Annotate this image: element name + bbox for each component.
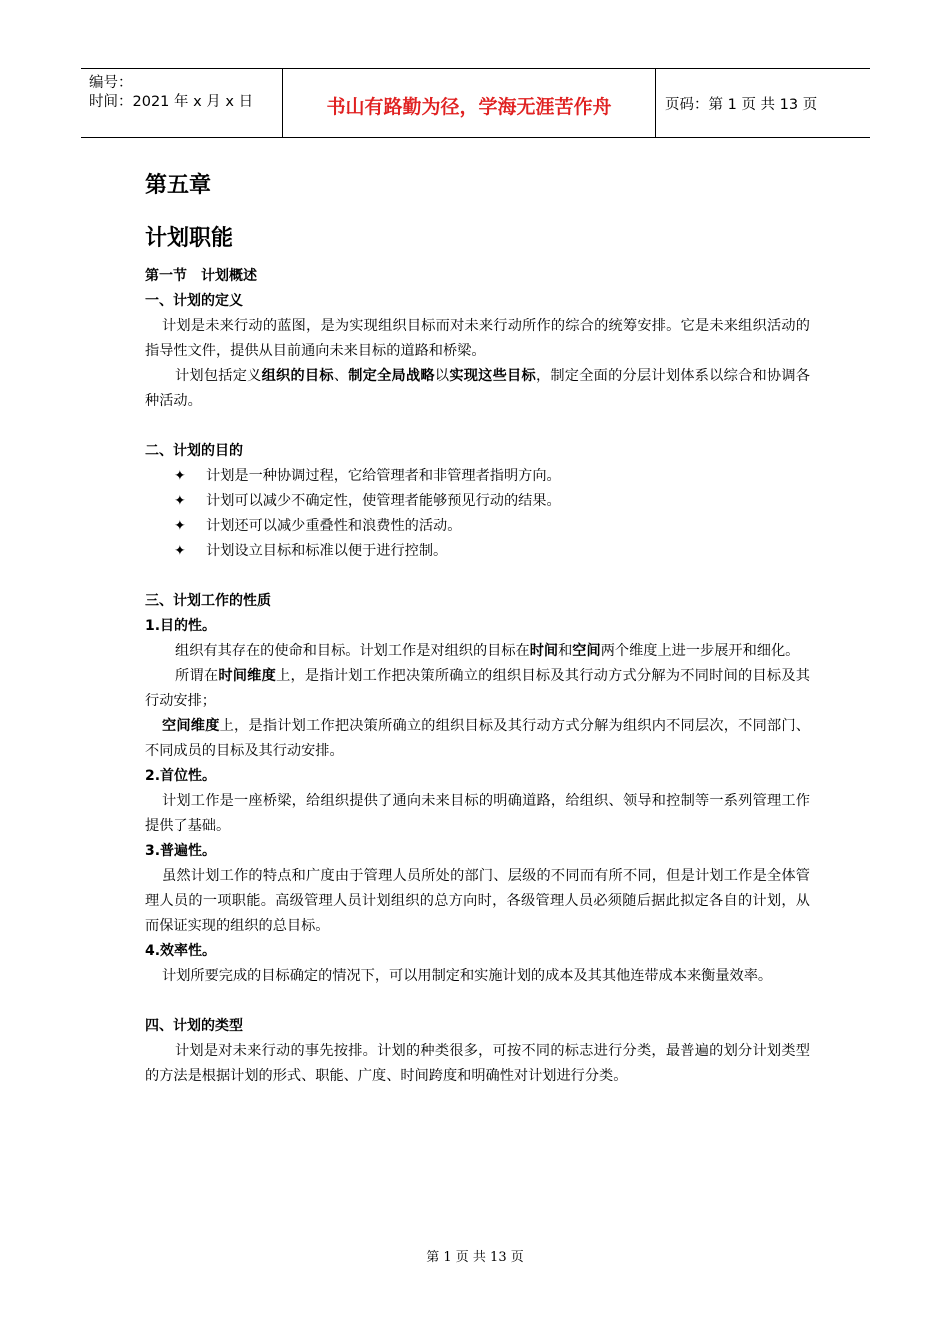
- paragraph-primacy: 计划工作是一座桥梁，给组织提供了通向未来目标的明确道路，给组织、领导和控制等一系列管理工作提供了基础。: [145, 793, 810, 834]
- paragraph-definition-2: [145, 364, 810, 414]
- paragraph-types: 计划是对未来行动的事先按排。计划的种类很多，可按不同的标志进行分类，最普遍的划分计划类型的方法是根据计划的形式、职能、广度、时间跨度和明确性对计划进行分类。: [145, 1043, 810, 1084]
- star-bullet-icon: ✦: [174, 468, 186, 484]
- list-item-text: 计划是一种协调过程，它给管理者和非管理者指明方向。: [206, 468, 561, 484]
- text-run: 上，是指计划工作把决策所确立的组织目标及其行动方式分解为组织内不同层次，不同部门、不同成员的目标及其行动安排。: [145, 718, 810, 759]
- text-run: 上，是指计划工作把决策所确立的组织目标及其行动方式分解为不同时间的目标及其行动安排；: [145, 668, 810, 709]
- paragraph-time-dimension: [145, 664, 810, 714]
- bold-text: 空间: [572, 643, 601, 659]
- list-item: [145, 464, 810, 489]
- page-header: [81, 68, 870, 138]
- bold-text: 组织的目标: [261, 368, 334, 384]
- star-bullet-icon: ✦: [174, 543, 186, 559]
- header-motto-cell: [283, 69, 656, 137]
- text-run: 以: [434, 368, 450, 384]
- document-title: 计划职能: [145, 226, 234, 251]
- document-number-label: 编号：: [89, 75, 133, 91]
- text-run: 两个维度上进一步展开和细化。: [600, 643, 800, 659]
- subheading-primacy: 2.首位性。: [145, 768, 217, 784]
- paragraph-efficiency: 计划所要完成的目标确定的情况下，可以用制定和实施计划的成本及其其他连带成本来衡量效率。: [162, 968, 773, 984]
- section-title: 第一节 计划概述: [145, 268, 257, 284]
- header-page-number: 页码：第 1 页 共 13 页: [665, 97, 818, 113]
- subheading-universality: 3.普遍性。: [145, 843, 217, 859]
- text-run: ，制定全面的分层计划体系以综合和协调各种活动。: [145, 368, 810, 409]
- document-date-label: 时间：2021 年 x 月 x 日: [89, 94, 254, 110]
- heading-types: 四、计划的类型: [145, 1018, 243, 1034]
- text-run: 计划包括定义: [175, 368, 262, 384]
- heading-definition: 一、计划的定义: [145, 293, 243, 309]
- list-item: [145, 539, 810, 564]
- header-meta-cell: [81, 69, 283, 137]
- list-item-text: 计划可以减少不确定性，使管理者能够预见行动的结果。: [206, 493, 561, 509]
- page-footer: 第 1 页 共 13 页: [426, 1250, 524, 1265]
- text-run: 所谓在: [175, 668, 219, 684]
- list-item-text: 计划还可以减少重叠性和浪费性的活动。: [206, 518, 462, 534]
- paragraph-purposefulness: [145, 639, 810, 664]
- purpose-list: [145, 464, 810, 564]
- header-motto: 书山有路勤为径，学海无涯苦作舟: [326, 96, 612, 118]
- spacer: [145, 414, 810, 439]
- list-item: [145, 489, 810, 514]
- bold-text: 时间维度: [218, 668, 277, 684]
- paragraph-definition-1: 计划是未来行动的蓝图，是为实现组织目标而对未来行动所作的综合的统筹安排。它是未来组织活动的指导性文件，提供从目前通向未来目标的道路和桥梁。: [145, 318, 810, 359]
- bold-text: 实现这些目标: [449, 368, 536, 384]
- spacer: [145, 989, 810, 1014]
- paragraph-universality: 虽然计划工作的特点和广度由于管理人员所处的部门、层级的不同而有所不同，但是计划工作是全体管理人员的一项职能。高级管理人员计划组织的总方向时，各级管理人员必须随后据此拟定各自的计划，从而保证实现的组织的总目标。: [145, 868, 810, 934]
- heading-purpose: 二、计划的目的: [145, 443, 243, 459]
- subheading-purposefulness: 1.目的性。: [145, 618, 217, 634]
- spacer: [145, 564, 810, 589]
- header-page-cell: [656, 69, 870, 137]
- document-body: [145, 164, 810, 1089]
- text-run: 和: [558, 643, 573, 659]
- subheading-efficiency: 4.效率性。: [145, 943, 217, 959]
- list-item: [145, 514, 810, 539]
- star-bullet-icon: ✦: [174, 493, 186, 509]
- paragraph-space-dimension: [145, 714, 810, 764]
- star-bullet-icon: ✦: [174, 518, 186, 534]
- bold-text: 制定全局战略: [348, 368, 435, 384]
- bold-text: 时间: [529, 643, 559, 659]
- list-item-text: 计划设立目标和标准以便于进行控制。: [206, 543, 448, 559]
- bold-text: 空间维度: [162, 718, 220, 734]
- text-run: 、: [333, 368, 349, 384]
- text-run: 组织有其存在的使命和目标。计划工作是对组织的目标在: [175, 643, 530, 659]
- chapter-title: 第五章: [145, 173, 212, 198]
- heading-nature: 三、计划工作的性质: [145, 593, 271, 609]
